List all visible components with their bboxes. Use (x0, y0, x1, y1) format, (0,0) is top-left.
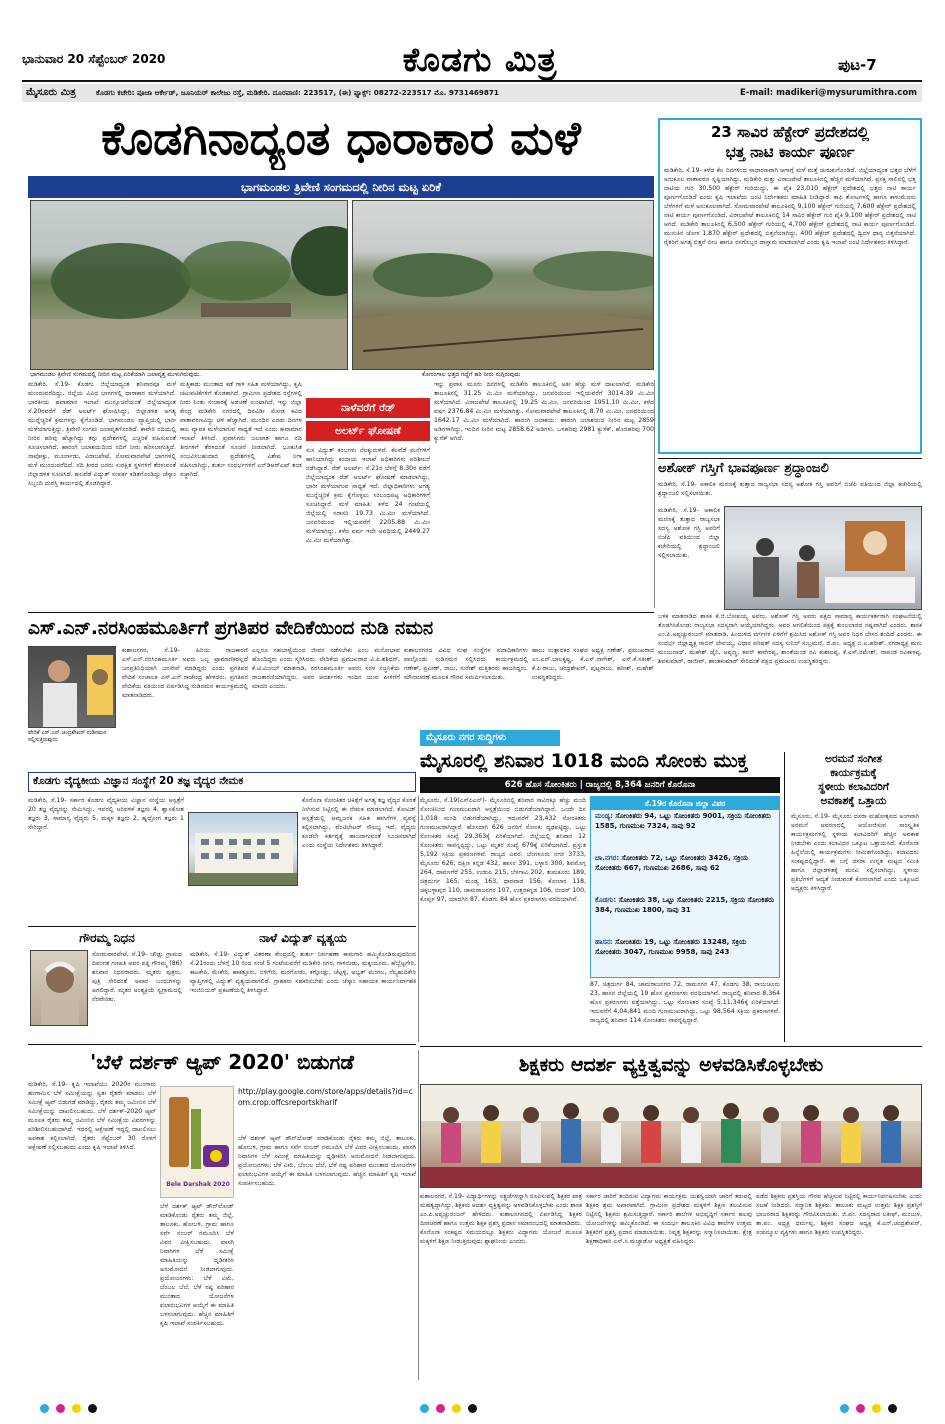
teachers-col1: ಕುಶಾಲನಗರ, ಸೆ.19- ವಿದ್ಯಾರ್ಥಿಗಳನ್ನು ಸತ್ಪ್ರಜೆಗಳನ್ನಾಗಿ ರೂಪಿಸುವಲ್ಲಿ ಶಿಕ್ಷಕರ ಪಾತ್ರ ಮಹತ್ವದ್ದಾಗಿದ್ದು, ಶಿಕ್ಷಕರು ಆದರ್ಶ ವ್ಯಕ್ತಿತ್ವವನ್ನು ಅಳವಡಿಸಿಕೊಳ್ಳಬೇಕು ಎಂದು ಶಾಸಕ ಎಂ.ಪಿ.ಅಪ್ಪಚ್ಚುರಂಜನ್ ಹೇಳಿದರು. ಕುಶಾಲನಗರದಲ್ಲಿ ಏರ್ಪಡಿಸಿದ್ದ ಶಿಕ್ಷಕರ ದಿನಾಚರಣೆ ಹಾಗೂ ಉತ್ತಮ ಶಿಕ್ಷಕ ಪ್ರಶಸ್ತಿ ಪ್ರದಾನ ಸಮಾರಂಭದಲ್ಲಿ ಮಾತನಾಡಿದರು. ಕೊರೊನಾ ಸಂಕಷ್ಟದ ಸಮಯದಲ್ಲೂ ಶಿಕ್ಷಕರು ವಿದ್ಯಾಗಮ ಯೋಜನೆ ಮೂಲಕ ಮಕ್ಕಳಿಗೆ ಶಿಕ್ಷಣ ನೀಡುತ್ತಿರುವುದು ಶ್ಲಾಘನೀಯ ಎಂದರು. (420, 1193, 582, 1245)
newspaper-title: ಕೊಡಗು ಮಿತ್ರ (402, 40, 558, 79)
rice-box (658, 118, 922, 454)
narasimha-col1: ಕುಶಾಲನಗರ, ಸೆ.19- ಹಿರಿಯ ರಾಜಕಾರಣಿ ಎಸ್.ಎನ್.ನರಸಿಂಹಮೂರ್ತಿ ಅವರು ಒಬ್ಬ ಪ್ರಾಮಾಣಿಕರಲ್ಲದೆ ಜನಪ್ರತಿನಿಧಿಯಾಗಿ ಜನಸೇವೆ ಮಾಡಿದ್ದರು ಎಂದು ಪ್ರಗತಿಪರ ವೇದಿಕೆ ಸಂಚಾಲಕ ಎಸ್.ಎನ್.ರಾಜೇಂದ್ರ ಹೇಳಿದರು. ಪ್ರಗತಿಪರ ವೇದಿಕೆಯ ವತಿಯಿಂದ ಏರ್ಪಡಿಸಿದ್ದ ನುಡಿನಮನ ಕಾರ್ಯಕ್ರಮದಲ್ಲಿ ಮಾತನಾಡಿದರು. (122, 647, 248, 699)
covid-box-title: ಸೆ.19ರ ಕೊರೊನಾ ಜಿಲ್ಲಾ ವಿವರ (591, 797, 779, 810)
doctors-left: ಮಡಿಕೇರಿ, ಸೆ.19- ಸರ್ಕಾರ ಕೊಡಗು ವೈದ್ಯಕೀಯ ವಿಜ್ಞಾನ ಸಂಸ್ಥೆಯ ಆಸ್ಪತ್ರೆಗೆ 20 ತಜ್ಞ ವೈದ್ಯರನ್ನು ನೇಮಿಸಿದ್ದು, ಇವರಲ್ಲಿ ಅರಿವಳಿಕೆ ತಜ್ಞರು 4, ಶ್ವಾಸಕೋಶ ತಜ್ಞರು 3, ಸಾಮಾನ್ಯ ವೈದ್ಯರು 5, ಮಕ್ಕಳ ತಜ್ಞರು 2, ಹೃದ್ರೋಗ ತಜ್ಞರು 1 ಸೇರಿದ್ದಾರೆ. (28, 797, 184, 831)
bele-top-rule (28, 1044, 416, 1045)
column-rule (418, 1050, 419, 1380)
narasimha-top-rule (28, 612, 654, 613)
ashok-photo (724, 506, 922, 610)
ashok-body-left: ಮಡಿಕೇರಿ, ಸೆ.19- ಅಕಾಲಿಕ ಮರಣಕ್ಕೆ ತುತ್ತಾದ ರಾಜ್ಯಸಭಾ ಸದಸ್ಯ ಅಶೋಕ ಗಸ್ತಿ ಅವರಿಗೆ ಬಿಜೆಪಿ ವತಿಯಿಂದ ಜಿಲ್ಲಾ ಕಚೇರಿಯಲ್ಲಿ ಶ್ರದ್ಧಾಂಜಲಿ ಸಲ್ಲಿಸಲಾಯಿತು. (658, 507, 720, 559)
bele-col1: ಮಡಿಕೇರಿ, ಸೆ.19- ಕೃಷಿ ಇಲಾಖೆಯು 2020ರ ಮುಂಗಾರು ಹಂಗಾಮಿನ ಬೆಳೆ ಸಮೀಕ್ಷೆಯನ್ನು ಸ್ವತಃ ರೈತರೇ ಮಾಡಲು ಬೆಳೆ ಸಮೀಕ್ಷೆ ಆ್ಯಪ್ ಬಿಡುಗಡೆ ಮಾಡಿದ್ದು, ರೈತರು ತಮ್ಮ ಜಮೀನಿನ ಬೆಳೆ ಸಮೀಕ್ಷೆಯನ್ನು ದಾಖಲಿಸಬಹುದು. ಬೆಳೆ ದರ್ಶಕ್-2020 ಆ್ಯಪ್ ಮೂಲಕ ರೈತರು ತಮ್ಮ ಜಮೀನಿನ ಬೆಳೆ ಸಮೀಕ್ಷೆಯ ವಿವರಗಳನ್ನು ಪರಿಶೀಲಿಸಬಹುದಾಗಿದೆ. ಇದರಲ್ಲಿ ಆಕ್ಷೇಪಣೆ ಇದ್ದಲ್ಲಿ ದಾಖಲಿಸಲು ಅವಕಾಶ ಕಲ್ಪಿಸಲಾಗಿದೆ. ರೈತರು ಸೆಪ್ಟೆಂಬರ್ 30 ರೊಳಗೆ ಆಕ್ಷೇಪಣೆ ಸಲ್ಲಿಸಬಹುದು ಎಂದು ಕೃಷಿ ಇಲಾಖೆ ತಿಳಿಸಿದೆ. (28, 1081, 156, 1151)
registration-dot (888, 1404, 897, 1413)
teachers-headline: ಶಿಕ್ಷಕರು ಆದರ್ಶ ವ್ಯಕ್ತಿತ್ವವನ್ನು ಅಳವಡಿಸಿಕೊಳ್ಳಬೇಕು (518, 1054, 824, 1076)
mysuru-headline: ಮೈಸೂರಲ್ಲಿ ಶನಿವಾರ 1018 ಮಂದಿ ಸೋಂಕು ಮುಕ್ತ (420, 750, 748, 772)
registration-dot (856, 1404, 865, 1413)
covid-item-place: ಚಾ.ನಗರ: (595, 854, 620, 862)
office-address: ಕೊಡಗು ಕಚೇರಿ: ಪೂಜಾ ಆರ್ಕೇಡ್, ಜೂನಿಯರ್ ಕಾಲೇಜು ರಸ್ತೆ, ಮಡಿಕೇರಿ. ದೂರವಾಣಿ: 223517, (ಈ) ಫ್ಯಾಕ್ಸ್: 08272-223517 ಮೊ. 9731469871 (96, 88, 499, 97)
column-rule (654, 380, 655, 608)
issue-date: ಭಾನುವಾರ 20 ಸೆಪ್ಟೆಂಬರ್ 2020 (22, 52, 166, 66)
bele-url[interactable]: http://play.google.com/store/apps/details?id=com.crop.offcsreportskharif (238, 1087, 413, 1107)
power-headline: ನಾಳೆ ವಿದ್ಯುತ್ ವ್ಯತ್ಯಯ (259, 931, 347, 945)
rice-body: ಮಡಿಕೇರಿ, ಸೆ.19- ಕಳೆದ ಕೆಲ ದಿನಗಳಿಂದ ಸಾಧಾರಣವಾಗಿ ಆಗಾಗ್ಗೆ ಮಳೆ ಮತ್ತೆ ಚುರುಕುಗೊಂಡಿದೆ. ಜಿಲ್ಲೆಯಾದ್ಯಂತ ಭತ್ತದ ಬೆಳೆಗೆ ಅನುಕೂಲ ವಾತಾವರಣ ಸೃಷ್ಟಿಯಾಗಿದ್ದು, ಮಡಿಕೇರಿ ಮತ್ತು ವಿರಾಜಪೇಟೆ ತಾಲೂಕಿನಲ್ಲಿ ಹೆಚ್ಚಿನ ಮಳೆಯಾಗಿದೆ. ಪ್ರಸಕ್ತ ಸಾಲಿನಲ್ಲಿ ಭತ್ತ ನಾಟಿಯ ಗುರಿ 30,500 ಹೆಕ್ಟೇರ್ ಗುರಿಯಿದ್ದು, ಈ ಪೈಕಿ 23,010 ಹೆಕ್ಟೇರ್ ಪ್ರದೇಶದಲ್ಲಿ ಭತ್ತದ ನಾಟಿ ಕಾರ್ಯ ಪೂರ್ಣಗೊಂಡಿದೆ ಎಂದು ಕೃಷಿ ಇಲಾಖೆಯ ಜಂಟಿ ನಿರ್ದೇಶಕರು ಮಾಹಿತಿ ನೀಡಿದ್ದಾರೆ. ಕಾಫಿ ತೋಟಗಳಲ್ಲಿ ಹಾಗೂ ಕಾಳುಮೆಣಸು ಬೆಳೆಗಳಿಗೆ ಮಳೆ ಅನುಕೂಲವಾಗಿದೆ. ಸೋಮವಾರಪೇಟೆ ತಾಲೂಕಿನಲ್ಲಿ 9,100 ಹೆಕ್ಟೇರ್ ಗುರಿಯಲ್ಲಿ 7,600 ಹೆಕ್ಟೇರ್ ಪ್ರದೇಶದಲ್ಲಿ ನಾಟಿ ಕಾರ್ಯ ಪೂರ್ಣಗೊಂಡಿದೆ. ವಿರಾಜಪೇಟೆ ತಾಲೂಕಿನಲ್ಲಿ 14 ಸಾವಿರ ಹೆಕ್ಟೇರ್ ಗುರಿ ಪೈಕಿ 9,100 ಹೆಕ್ಟೇರ್ ಪ್ರದೇಶದಲ್ಲಿ ನಾಟಿ ಆಗಿದೆ. ಮಡಿಕೇರಿ ತಾಲೂಕಿನಲ್ಲಿ 6,500 ಹೆಕ್ಟೇರ್ ಗುರಿಯಲ್ಲಿ 4,700 ಹೆಕ್ಟೇರ್ ಪ್ರದೇಶದಲ್ಲಿ ನಾಟಿ ಕಾರ್ಯ ಪೂರ್ಣಗೊಂಡಿದೆ. ಮುಸುಕಿನ ಜೋಳ 1,870 ಹೆಕ್ಟೇರ್ ಪ್ರದೇಶದಲ್ಲಿ ಬಿತ್ತನೆಯಾಗಿದ್ದು, 400 ಹೆಕ್ಟೇರ್ ಪ್ರದೇಶದಲ್ಲಿ ದ್ವಿದಳ ಧಾನ್ಯ ಬಿತ್ತನೆಯಾಗಿದೆ. ರೈತರಿಗೆ ಅಗತ್ಯ ಬಿತ್ತನೆ ಬೀಜ ಹಾಗೂ ರಸಗೊಬ್ಬರ ದಾಸ್ತಾನು ಮಾಡಲಾಗಿದೆ ಎಂದು ಕೃಷಿ ಇಲಾಖೆ ಜಂಟಿ ನಿರ್ದೇಶಕರು ತಿಳಿಸಿದ್ದಾರೆ. (664, 167, 916, 246)
narasimha-col3: ಕುಶಾಲನಗರದ ವಿವಿಧ ಸಂಘ ಸಂಸ್ಥೆಗಳ ಪದಾಧಿಕಾರಿಗಳು ಪಾಲ್ಗೊಂಡು ನುಡಿನಮನ ಸಲ್ಲಿಸಿದರು. ಕಾರ್ಯಕ್ರಮದಲ್ಲಿ ಗಣೇಶ್, ಪ್ರವೀಣ್, ರಾಜು, ಸುರೇಶ್ ಮತ್ತಿತರರು ಹಾಜರಿದ್ದರು. ಮೌನಾಚರಣೆ ಮೂಲಕ ಗೌರವ ಸಮರ್ಪಿಸಲಾಯಿತು. (404, 647, 528, 681)
doctors-building-scene (189, 813, 298, 886)
ashok-top-rule (658, 458, 922, 459)
covid-item (591, 936, 779, 976)
lead-body-col4: ಇನ್ನು ಪ್ರವಾಸ ಮೂರು ದಿನಗಳಲ್ಲಿ ಮಡಿಕೇರಿ ತಾಲೂಕಿನಲ್ಲಿ ಅತೀ ಹೆಚ್ಚು ಮಳೆ ದಾಖಲಾಗಿದೆ. ಮಡಿಕೇರಿ ತಾಲೂಕಿನಲ್ಲಿ 31.25 ಮಿ.ಮೀ ಮಳೆಯಾಗಿದ್ದು, ಜನವರಿಯಿಂದ ಇಲ್ಲಿಯವರೆಗೆ 3014.39 ಮಿ.ಮೀ ಮಳೆಯಾಗಿದೆ. ವಿರಾಜಪೇಟೆ ತಾಲೂಕಿನಲ್ಲಿ 19.25 ಮಿ.ಮೀ, ಜನವರಿಯಿಂದ 1951.10 ಮಿ.ಮೀ, ಕಳೆದ ವರ್ಷ 2376.84 ಮಿ.ಮೀ ಮಳೆಯಾಗಿತ್ತು. ಸೋಮವಾರಪೇಟೆ ತಾಲೂಕಿನಲ್ಲಿ 8.70 ಮಿ.ಮೀ, ಜನವರಿಯಿಂದ 1642.17 ಮಿ.ಮೀ ಮಳೆಯಾಗಿದೆ. ಹಾರಂಗಿ ಜಲಾಶಯ: ಹಾರಂಗಿ ಜಲಾಶಯದ ನೀರಿನ ಮಟ್ಟ 2859 ಅಡಿಗಳಾಗಿದ್ದು, ಇಂದಿನ ನೀರಿನ ಮಟ್ಟ 2858.62 ಅಡಿಗಳು. ಒಳಹರಿವು 2981 ಕ್ಯುಸೆಕ್, ಹೊರಹರಿವು 700 ಕ್ಯುಸೆಕ್ ಆಗಿದೆ. (434, 381, 654, 442)
bele-col2: ಬೆಳೆ ದರ್ಶಕ್ ಆ್ಯಪ್ ಡೌನ್‌ಲೋಡ್ ಮಾಡಿಕೊಂಡು ರೈತರು ತಮ್ಮ ಜಿಲ್ಲೆ, ತಾಲೂಕು, ಹೋಬಳಿ, ಗ್ರಾಮ ಹಾಗೂ ಸರ್ವೆ ನಂಬರ್ ನಮೂದಿಸಿ ಬೆಳೆ ವಿವರ ವೀಕ್ಷಿಸಬಹುದು. ಖಾಸಗಿ ನಿವಾಸಿಗಳ ಬೆಳೆ ಸಮೀಕ್ಷೆ ಮಾಹಿತಿಯನ್ನು ದೃಢೀಕರಿಸಿ ಅನುಮೋದನೆ ನೀಡಲಾಗುವುದು. ಪ್ರಯೋಜನಗಳು: ಬೆಳೆ ವಿಮೆ, ಬೆಂಬಲ ಬೆಲೆ, ಬೆಳೆ ನಷ್ಟ ಪರಿಹಾರ ಮುಂತಾದ ಯೋಜನೆಗಳ ಫಲಾನುಭವಿಗಳ ಆಯ್ಕೆಗೆ ಈ ಮಾಹಿತಿ ಬಳಸಲಾಗುವುದು. ಹೆಚ್ಚಿನ ಮಾಹಿತಿಗೆ ಕೃಷಿ ಇಲಾಖೆ ಸಂಪರ್ಕಿಸಬಹುದು. (238, 1135, 416, 1187)
lead-headline: ಕೊಡಗಿನಾದ್ಯಂತ ಧಾರಾಕಾರ ಮಳೆ (101, 111, 581, 165)
covid-box-foot: 87, ಚಿತ್ರದುರ್ಗ 84, ಚಾಮರಾಜನಗರ 72, ರಾಮನಗರ 47, ಕೊಡಗು 38, ರಾಯಚೂರು 23, ಹಾಸನ ಜಿಲ್ಲೆಯಲ್ಲಿ 19 ಹೊಸ ಪ್ರಕರಣಗಳು ವರದಿಯಾಗಿವೆ. ರಾಜ್ಯದಲ್ಲಿ ಶನಿವಾರ 8,364 ಹೊಸ ಪ್ರಕರಣಗಳು ಪತ್ತೆಯಾಗಿದ್ದು, ಒಟ್ಟು ಸೋಂಕಿತರ ಸಂಖ್ಯೆ 5,11,346ಕ್ಕೆ ಏರಿಕೆಯಾಗಿದೆ. ಇದುವರೆಗೆ 4,04,841 ಮಂದಿ ಗುಣಮುಖರಾಗಿದ್ದು, ಒಟ್ಟು 98,564 ಸಕ್ರಿಯ ಪ್ರಕರಣಗಳಿವೆ. ರಾಜ್ಯದಲ್ಲಿ ಶನಿವಾರ 114 ಸೋಂಕಿತರು ಸಾವನ್ನಪ್ಪಿದ್ದಾರೆ. (590, 981, 780, 1024)
bele-col1b: ಬೆಳೆ ದರ್ಶಕ್ ಆ್ಯಪ್ ಡೌನ್‌ಲೋಡ್ ಮಾಡಿಕೊಂಡು ರೈತರು ತಮ್ಮ ಜಿಲ್ಲೆ, ತಾಲೂಕು, ಹೋಬಳಿ, ಗ್ರಾಮ ಹಾಗೂ ಸರ್ವೆ ನಂಬರ್ ನಮೂದಿಸಿ ಬೆಳೆ ವಿವರ ವೀಕ್ಷಿಸಬಹುದು. ಖಾಸಗಿ ನಿವಾಸಿಗಳ ಬೆಳೆ ಸಮೀಕ್ಷೆ ಮಾಹಿತಿಯನ್ನು ದೃಢೀಕರಿಸಿ ಅನುಮೋದನೆ ನೀಡಲಾಗುವುದು. ಪ್ರಯೋಜನಗಳು: ಬೆಳೆ ವಿಮೆ, ಬೆಂಬಲ ಬೆಲೆ, ಬೆಳೆ ನಷ್ಟ ಪರಿಹಾರ ಮುಂತಾದ ಯೋಜನೆಗಳ ಫಲಾನುಭವಿಗಳ ಆಯ್ಕೆಗೆ ಈ ಮಾಹಿತಿ ಬಳಸಲಾಗುವುದು. ಹೆಚ್ಚಿನ ಮಾಹಿತಿಗೆ ಕೃಷಿ ಇಲಾಖೆ ಸಂಪರ್ಕಿಸಬಹುದು. (160, 1203, 234, 1327)
address-bar (22, 84, 922, 102)
narasimha-col4: ಹಾಲು ಉತ್ಪಾದಕರ ಸಂಘದ ಅಧ್ಯಕ್ಷ ಗಣೇಶ್, ಪ್ರಮುಖರಾದ ಎಂ.ಎನ್.ಬಾಲಕೃಷ್ಣ, ಕೆ.ಎಸ್.ನಾಗೇಶ್, ಎಸ್.ಕೆ.ಸತೀಶ್, ಕೆ.ಪಿ.ರಾಜು, ಚಂದ್ರಶೇಖರ್, ಪುಟ್ಟರಾಜು, ಹರೀಶ್, ಮಹೇಶ್ ಉಪಸ್ಥಿತರಿದ್ದರು. (532, 647, 654, 681)
covid-item-text: ಸೋಂಕಿತರು 19, ಒಟ್ಟು ಸೋಂಕಿತರು 13248, ಸಕ್ರಿಯ ಸೋಂಕಿತರು 3047, ಗುಣಮುಖ 9958, ಸಾವು 243 (595, 938, 747, 956)
covid-item-text: ಸೋಂಕಿತರು 94, ಒಟ್ಟು ಸೋಂಕಿತರು 9001, ಸಕ್ರಿಯ ಸೋಂಕಿತರು 1585, ಗುಣಮುಖ 7324, ಸಾವು 92 (595, 812, 771, 830)
bele-headline: 'ಬೆಳೆ ದರ್ಶಕ್ ಆ್ಯಪ್ 2020' ಬಿಡುಗಡೆ (90, 1050, 354, 1074)
brand-name: ಮೈಸೂರು ಮಿತ್ರ (26, 87, 76, 98)
column-rule (418, 796, 419, 1042)
sangeetha-headline-3: ಸ್ಥಳೀಯ ಕಲಾವಿದರಿಗೆ (818, 781, 889, 793)
lead-caption-left: ಭಾಗಮಂಡಲ ತ್ರಿವೇಣಿ ಸಂಗಮದಲ್ಲಿ ನೀರಿನ ಮಟ್ಟ ಏರಿಕೆಯಾಗಿ ಜಲಾವೃತ್ತ ಮುಳುಗಿರುವುದು. (30, 371, 202, 378)
mysuru-strap-text: ಮೈಸೂರು ನಗರ ಸುದ್ದಿಗಳು (426, 732, 507, 743)
narasimha-photo-scene (29, 647, 116, 728)
red-alert-line1: ನಾಳೆವರೆಗೆ ರೆಡ್ (306, 398, 430, 418)
covid-item (591, 852, 779, 894)
rice-headline-line2: ಭತ್ತ ನಾಟಿ ಕಾರ್ಯ ಪೂರ್ಣ (725, 143, 855, 161)
page-number: ಪುಟ-7 (838, 56, 877, 74)
lead-banner (28, 176, 654, 198)
email: E-mail: madikeri@mysurumithra.com (740, 88, 918, 98)
covid-item (591, 810, 779, 852)
narasimha-col2: ಎಲ್ಲರೂ ಸಹಬಾಳ್ವೆಯಿಂದ ಜೀವನ ನಡೆಸಬೇಕು ಎಂಬ ಮನೋಭಾವ ಹೊಂದಿದ್ದರು ಎಂದು ಸ್ಮರಿಸಿದರು. ವೇದಿಕೆಯ ಪ್ರಮುಖರಾದ ವಿ.ಪಿ.ಶಶಿಧರ್, ಕೆ.ಟಿ.ವಿಜಯ್ ಮಾತನಾಡಿ, ನರಸಿಂಹಮೂರ್ತಿ ಅವರು ಸರಳ ಸಜ್ಜನಿಕೆಯ ರಾಜಕಾರಣಿಯಾಗಿದ್ದರು. ಅವರ ಆದರ್ಶಗಳು ಇಂದಿನ ಯುವ ಪೀಳಿಗೆಗೆ ಮಾದರಿ ಎಂದರು. (252, 647, 400, 690)
doctors-building-photo (188, 812, 298, 886)
lead-banner-text: ಭಾಗಮಂಡಲ ತ್ರಿವೇಣಿ ಸಂಗಮದಲ್ಲಿ ನೀರಿನ ಮಟ್ಟ ಏರಿಕೆ (241, 180, 441, 194)
registration-dot (468, 1404, 477, 1413)
masthead-rule (22, 80, 922, 82)
sangeetha-headline-4: ಅವಕಾಶಕ್ಕೆ ಒತ್ತಾಯ (820, 795, 887, 807)
registration-dot (420, 1404, 429, 1413)
lead-body-col3: ಸುಸ ವಿದ್ಯುತ್ ಕಂಬಗಳು ನೆಲಕ್ಕುರುಳಿವೆ. ಕೆಲವೆಡೆ ಮನೆಗಳಿಗೆ ಹಾನಿಯಾಗಿದ್ದು ಕಂದಾಯ ಇಲಾಖೆ ಅಧಿಕಾರಿಗಳು ಪರಿಶೀಲನೆ ನಡೆಸಿದ್ದಾರೆ. ರೆಡ್ ಅಲರ್ಟ್: ಸೆ.21ರ ಬೆಳಗ್ಗೆ 8.30ರ ವರೆಗೆ ಜಿಲ್ಲೆಯಾದ್ಯಂತ ರೆಡ್ ಅಲರ್ಟ್ ಘೋಷಣೆ ಮಾಡಲಾಗಿದ್ದು, ಭಾರೀ ಮಳೆಯಾಗುವ ಸಾಧ್ಯತೆ ಇದೆ. ಜಿಲ್ಲಾಧಿಕಾರಿಗಳು ಅಗತ್ಯ ಮುನ್ನೆಚ್ಚರಿಕೆ ಕ್ರಮ ಕೈಗೊಳ್ಳಲು ಸಂಬಂಧಪಟ್ಟ ಅಧಿಕಾರಿಗಳಿಗೆ ಸೂಚಿಸಿದ್ದಾರೆ. ಮಳೆ ಮಾಹಿತಿ: ಕಳೆದ 24 ಗಂಟೆಯಲ್ಲಿ ಜಿಲ್ಲೆಯಲ್ಲಿ ಸರಾಸರಿ 19.73 ಮಿ.ಮೀ ಮಳೆಯಾಗಿದೆ. ಜನವರಿಯಿಂದ ಇಲ್ಲಿಯವರೆಗೆ 2205.88 ಮಿ.ಮೀ ಮಳೆಯಾಗಿದ್ದು, ಕಳೆದ ವರ್ಷ ಇದೇ ಅವಧಿಯಲ್ಲಿ 2449.27 ಮಿ.ಮೀ ಮಳೆಯಾಗಿತ್ತು. (306, 447, 430, 544)
teachers-col3: ಪಡೆದ ಶಿಕ್ಷಕರು ಪ್ರಶಸ್ತಿಯ ಗೌರವ ಹೆಚ್ಚಿಸುವ ನಿಟ್ಟಿನಲ್ಲಿ ಕಾರ್ಯನಿರ್ವಹಿಸಬೇಕು ಎಂದು ಸಲಹೆ ನೀಡಿದರು. ಸನ್ಮಾನಿತ ಶಿಕ್ಷಕರು: ತಾಲೂಕು ಮಟ್ಟದ ಉತ್ತಮ ಶಿಕ್ಷಕ ಪ್ರಶಸ್ತಿಗೆ ಭಾಜನರಾದ ಶಿಕ್ಷಕರನ್ನು ಗೌರವಿಸಲಾಯಿತು. ಜಿ.ಪಂ. ಸದಸ್ಯರಾದ ಲತೀಫ್, ಮಂಜುಳ, ತಾ.ಪಂ. ಅಧ್ಯಕ್ಷ ಧರ್ಮಪ್ಪ, ಶಿಕ್ಷಕರ ಸಂಘದ ಅಧ್ಯಕ್ಷ ಕೆ.ಎನ್.ಚಂದ್ರಶೇಖರ್, ಸಂಪನ್ಮೂಲ ವ್ಯಕ್ತಿಗಳು ಹಾಗೂ ಶಿಕ್ಷಕರು ಉಪಸ್ಥಿತರಿದ್ದರು. (756, 1193, 922, 1236)
covid-item-place: ಮಂಡ್ಯ: (595, 812, 613, 820)
covid-item-place: ಕೊಡಗು: (595, 896, 617, 904)
covid-item-text: ಸೋಂಕಿತರು 72, ಒಟ್ಟು ಸೋಂಕಿತರು 3426, ಸಕ್ರಿಯ ಸೋಂಕಿತರು 667, ಗುಣಮುಖ 2686, ಸಾವು 62 (595, 854, 749, 872)
narasimha-photo (28, 646, 116, 728)
registration-dot (872, 1404, 881, 1413)
registration-marks-bottom (0, 1402, 945, 1416)
registration-dot (88, 1404, 97, 1413)
mysuru-subbar-text: 626 ಹೊಸ ಸೋಂಕಿತರು | ರಾಜ್ಯದಲ್ಲಿ 8,364 ಜನರಿಗೆ ಕೊರೊನಾ (504, 780, 696, 790)
covid-item (591, 894, 779, 936)
doctors-headline-bar (28, 772, 416, 792)
registration-dot (56, 1404, 65, 1413)
sangeetha-body: ಮೈಸೂರು, ಸೆ.19- ಮೈಸೂರು ದಸರಾ ಮಹೋತ್ಸವದ ಅಂಗವಾಗಿ ಅರಮನೆ ಆವರಣದಲ್ಲಿ ಆಯೋಜಿಸುವ ಸಾಂಸ್ಕೃತಿಕ ಕಾರ್ಯಕ್ರಮಗಳಲ್ಲಿ ಸ್ಥಳೀಯ ಕಲಾವಿದರಿಗೆ ಹೆಚ್ಚಿನ ಅವಕಾಶ ನೀಡಬೇಕು ಎಂದು ಕಲಾವಿದರ ಒಕ್ಕೂಟ ಒತ್ತಾಯಿಸಿದೆ. ಕೊರೊನಾ ಹಿನ್ನೆಲೆಯಲ್ಲಿ ಕಾರ್ಯಕ್ರಮಗಳು ಸೀಮಿತಗೊಂಡಿದ್ದು, ಕಲಾವಿದರು ಸಂಕಷ್ಟದಲ್ಲಿದ್ದಾರೆ. ಈ ಬಗ್ಗೆ ದಸರಾ ಉನ್ನತ ಮಟ್ಟದ ಸಮಿತಿ ಹಾಗೂ ಜಿಲ್ಲಾಡಳಿತಕ್ಕೆ ಮನವಿ ಸಲ್ಲಿಸಲಾಗಿದ್ದು, ಸ್ಥಳೀಯ ಪ್ರತಿಭೆಗಳಿಗೆ ಆದ್ಯತೆ ನೀಡುವಂತೆ ಕೋರಲಾಗಿದೆ ಎಂದು ಒಕ್ಕೂಟದ ಅಧ್ಯಕ್ಷರು ತಿಳಿಸಿದ್ದಾರೆ. (791, 813, 919, 892)
teachers-col2: ಸರ್ಕಾರ ಜಾರಿಗೆ ತಂದಿರುವ ವಿದ್ಯಾಗಮ ಕಾರ್ಯಕ್ರಮ ಯಶಸ್ವಿಯಾಗಿ ಜಾರಿಗೆ ತರುವಲ್ಲಿ ಶಿಕ್ಷಕರ ಶ್ರಮ ಅಪಾರವಾಗಿದೆ. ಗ್ರಾಮೀಣ ಪ್ರದೇಶದ ಮಕ್ಕಳಿಗೆ ಶಿಕ್ಷಣ ತಲುಪಿಸುವ ನಿಟ್ಟಿನಲ್ಲಿ ಶಿಕ್ಷಕರು ಶ್ರಮಿಸುತ್ತಿದ್ದಾರೆ. ಸರ್ಕಾರಿ ಶಾಲೆಗಳ ಅಭಿವೃದ್ಧಿಗೆ ಸರ್ಕಾರ ಹಲವು ಯೋಜನೆಗಳನ್ನು ಹಮ್ಮಿಕೊಂಡಿದೆ. ಈ ಸಂದರ್ಭ ತಾಲೂಕಿನ ವಿವಿಧ ಶಾಲೆಗಳ ಉತ್ತಮ ಶಿಕ್ಷಕರಿಗೆ ಪ್ರಶಸ್ತಿ ಪ್ರದಾನ ಮಾಡಲಾಯಿತು. ನಿವೃತ್ತ ಶಿಕ್ಷಕರನ್ನು ಸನ್ಮಾನಿಸಲಾಯಿತು. ಕ್ಷೇತ್ರ ಶಿಕ್ಷಣಾಧಿಕಾರಿ ಎಸ್.ಸಿ.ಮಚ್ಚಾಡೋ ಅಧ್ಯಕ್ಷತೆ ವಹಿಸಿದ್ದರು. (586, 1193, 752, 1245)
ashok-headline: ಅಶೋಕ್ ಗಸ್ತಿಗೆ ಭಾವಪೂರ್ಣ ಶ್ರದ್ಧಾಂಜಲಿ (658, 461, 829, 476)
doctors-headline: ಕೊಡಗು ವೈದ್ಯಕೀಯ ವಿಜ್ಞಾನ ಸಂಸ್ಥೆಗೆ 20 ತಜ್ಞ ವೈದ್ಯರ ನೇಮಕ (33, 775, 244, 787)
ashok-intro: ಮಡಿಕೇರಿ, ಸೆ.19- ಅಕಾಲಿಕ ಮರಣಕ್ಕೆ ತುತ್ತಾದ ರಾಜ್ಯಸಭಾ ಸದಸ್ಯ ಅಶೋಕ ಗಸ್ತಿ ಅವರಿಗೆ ಬಿಜೆಪಿ ವತಿಯಿಂದ ಜಿಲ್ಲಾ ಕಚೇರಿಯಲ್ಲಿ ಶ್ರದ್ಧಾಂಜಲಿ ಸಲ್ಲಿಸಲಾಯಿತು. (658, 481, 922, 497)
sangeetha-box (784, 752, 922, 1042)
lead-photo-right (352, 200, 654, 370)
ashok-photo-scene (725, 507, 922, 610)
lead-photo-right-scene (353, 201, 654, 370)
gowramma-photo (30, 950, 88, 1026)
gowramma-headline: ಗೌರಮ್ಮ ನಿಧನ (79, 931, 135, 945)
registration-dot (72, 1404, 81, 1413)
narasimha-headline: ಎಸ್.ಎನ್.ನರಸಿಂಹಮೂರ್ತಿಗೆ ಪ್ರಗತಿಪರ ವೇದಿಕೆಯಿಂದ ನುಡಿ ನಮನ (28, 618, 434, 639)
red-alert-line2: ಅಲರ್ಟ್ ಘೋಷಣೆ (306, 421, 430, 441)
sangeetha-headline-2: ಕಾರ್ಯಕ್ರಮಕ್ಕೆ (830, 767, 877, 779)
lead-photo-left (30, 200, 348, 370)
covid-item-text: ಸೋಂಕಿತರು 38, ಒಟ್ಟು ಸೋಂಕಿತರು 2215, ಸಕ್ರಿಯ ಸೋಂಕಿತರು 384, ಗುಣಮುಖ 1800, ಸಾವು 31 (595, 896, 775, 914)
registration-dot (840, 1404, 849, 1413)
bele-app-graphic (160, 1086, 234, 1198)
registration-dot (40, 1404, 49, 1413)
gowramma-body: ಸೋಮವಾರಪೇಟೆ, ಸೆ.19- ಚೌಡ್ಲು ಗ್ರಾಮದ ದಿವಂಗತ ಗಣಪತಿ ಅವರ ಪತ್ನಿ ಗೌರಮ್ಮ (86) ಶನಿವಾರ ನಿಧನರಾದರು. ಮೃತರು ಪುತ್ರರು, ಪುತ್ರಿ ಸೇರಿದಂತೆ ಅಪಾರ ಬಂಧುಗಳನ್ನು ಅಗಲಿದ್ದಾರೆ. ಮೃತರ ಅಂತ್ಯಕ್ರಿಯೆ ಸ್ವಗ್ರಾಮದಲ್ಲಿ ನೆರವೇರಿತು. (92, 951, 182, 1003)
power-body: ಮಡಿಕೇರಿ, ಸೆ.19- ವಿದ್ಯುತ್ ವಿತರಣಾ ಕೇಂದ್ರದಲ್ಲಿ ತುರ್ತು ನಿರ್ವಹಣಾ ಕಾಮಗಾರಿ ಹಮ್ಮಿಕೊಂಡಿರುವುದರಿಂದ ಸೆ.21ರಂದು ಬೆಳಗ್ಗೆ 10 ರಿಂದ ಸಂಜೆ 5 ಗಂಟೆಯವರೆಗೆ ಮಡಿಕೇರಿ ನಗರ, ಗಾಳಿಬೀಡು, ಮಕ್ಕಂದೂರು, ಹೆಬ್ಬೆಟ್ಟಗೇರಿ, ಕಾಟಕೇರಿ, ಮೇಕೇರಿ, ಹಾಕತ್ತೂರು, ಬಿಳಿಗೇರಿ, ಮರಗೋಡು, ಕಗ್ಗೋಡ್ಲು, ಚೆಟ್ಟಳ್ಳಿ, ಅಭ್ಯತ್ ಮಂಗಲ, ನೆಲ್ಯಹುದಿಕೇರಿ ವ್ಯಾಪ್ತಿಗಳಲ್ಲಿ ವಿದ್ಯುತ್ ವ್ಯತ್ಯಯವಾಗಲಿದೆ. ಗ್ರಾಹಕರು ಸಹಕರಿಸಬೇಕು ಎಂದು ಚೆಸ್ಕಾಂ ಸಹಾಯಕ ಕಾರ್ಯನಿರ್ವಾಹಕ ಇಂಜಿನಿಯರ್ ಪ್ರಕಟಣೆಯಲ್ಲಿ ತಿಳಿಸಿದ್ದಾರೆ. (190, 951, 416, 994)
covid-item-place: ಹಾಸನ: (595, 938, 613, 946)
mysuru-subbar (420, 777, 780, 793)
mysuru-strap (420, 730, 560, 746)
gowramma-photo-scene (31, 951, 88, 1026)
covid-district-box (590, 796, 780, 978)
mysuru-body: ಮೈಸೂರು, ಸೆ.19(ಎಸ್‌ಪಿಎನ್)- ಮೈಸೂರಿನಲ್ಲಿ ಶನಿವಾರ ಸಾವಿರಕ್ಕೂ ಹೆಚ್ಚು ಮಂದಿ ಸೋಂಕಿನಿಂದ ಗುಣಮುಖರಾಗಿ ಆಸ್ಪತ್ರೆಯಿಂದ ಬಿಡುಗಡೆಯಾಗಿದ್ದಾರೆ. ಒಂದೇ ದಿನ 1,018 ಮಂದಿ ಬಿಡುಗಡೆಯಾಗಿದ್ದು, ಇದುವರೆಗೆ 23,432 ಸೋಂಕಿತರು ಗುಣಮುಖರಾಗಿದ್ದಾರೆ. ಹೊಸದಾಗಿ 626 ಜನರಿಗೆ ಸೋಂಕು ದೃಢಪಟ್ಟಿದ್ದು, ಒಟ್ಟು ಸೋಂಕಿತರ ಸಂಖ್ಯೆ 29,363ಕ್ಕೆ ಏರಿಕೆಯಾಗಿದೆ. ಜಿಲ್ಲೆಯಲ್ಲಿ ಶನಿವಾರ 12 ಸೋಂಕಿತರು ಸಾವನ್ನಪ್ಪಿದ್ದು, ಒಟ್ಟು ಮೃತರ ಸಂಖ್ಯೆ 679ಕ್ಕೆ ಏರಿಕೆಯಾಗಿದೆ. ಪ್ರಸ್ತುತ 5,192 ಸಕ್ರಿಯ ಪ್ರಕರಣಗಳಿವೆ. ರಾಜ್ಯದ ವಿವರ: ಬೆಂಗಳೂರು ನಗರ 3733, ಮೈಸೂರು 626, ದಕ್ಷಿಣ ಕನ್ನಡ 432, ಹಾಸನ 391, ಬಳ್ಳಾರಿ 300, ಶಿವಮೊಗ್ಗ 264, ದಾವಣಗೆರೆ 255, ಉಡುಪಿ 215, ಬೆಳಗಾವಿ 202, ತುಮಕೂರು 189, ಚಿತ್ರದುರ್ಗ 165, ಮಂಡ್ಯ 163, ಧಾರವಾಡ 156, ಕೋಲಾರ 118, ಚಿಕ್ಕಬಳ್ಳಾಪುರ 110, ಚಾಮರಾಜನಗರ 107, ಉತ್ತರಕನ್ನಡ 106, ಬೀದರ್ 100, ಕೊಪ್ಪಳ 97, ಯಾದಗಿರಿ 87, ಕೊಡಗು 84 ಹೊಸ ಪ್ರಕರಣಗಳು ವರದಿಯಾಗಿವೆ. (420, 797, 586, 903)
teachers-photo-scene (421, 1085, 922, 1188)
lead-caption-right: ಕೋರಂಗಾಲ ಭತ್ತದ ಗದ್ದೆಗೆ ಹರಿ ನೀರು ನುಗ್ಗಿರುವುದು (422, 371, 521, 378)
bele-app-label: Bele Darshak 2020 (166, 1181, 230, 1188)
red-alert-box (306, 398, 430, 442)
registration-dot (436, 1404, 445, 1413)
teachers-top-rule (420, 1046, 922, 1047)
lead-body-col1: ಮಡಿಕೇರಿ, ಸೆ.19- ಕೊಡಗು ಜಿಲ್ಲೆಯಾದ್ಯಂತ ಶನಿವಾರವೂ ಮಳೆ ಮುಂದುವರೆದಿದ್ದು, ಜಿಲ್ಲೆಯ ವಿವಿಧ ಭಾಗಗಳಲ್ಲಿ ಧಾರಾಕಾರ ಮಳೆಯಾಗಿದೆ. ಭಾರತೀಯ ಹವಾಮಾನ ಇಲಾಖೆ ಮುನ್ಸೂಚನೆಯಂತೆ ಜಿಲ್ಲೆಯಾದ್ಯಂತ ಸೆ.20ರವರೆಗೆ ರೆಡ್ ಅಲರ್ಟ್ ಘೋಷಿಸಿದ್ದು, ಜಿಲ್ಲಾಡಳಿತ ಅಗತ್ಯ ಮುನ್ನೆಚ್ಚರಿಕೆ ಕ್ರಮಗಳನ್ನು ಕೈಗೊಂಡಿದೆ. ಭಾಗಮಂಡಲ ವ್ಯಾಪ್ತಿಯಲ್ಲಿ ಭಾರೀ ಮಳೆಯಾಗುತ್ತಿದ್ದು, ತ್ರಿವೇಣಿ ಸಂಗಮ ಜಲಾವೃತಗೊಂಡಿದೆ. ಕಾವೇರಿ ನದಿಯಲ್ಲಿ ನೀರಿನ ಹರಿವು ಹೆಚ್ಚಾಗಿದ್ದು ತಗ್ಗು ಪ್ರದೇಶಗಳಲ್ಲಿ ಎಚ್ಚರಿಕೆ ವಹಿಸುವಂತೆ ಸೂಚಿಸಲಾಗಿದೆ. ಹಾರಂಗಿ ಜಲಾಶಯದಿಂದ ನದಿಗೆ ನೀರು ಹರಿಸಲಾಗುತ್ತಿದೆ. ನಾಪೋಕ್ಲು, ಮೂರ್ನಾಡು, ವಿರಾಜಪೇಟೆ, ಸೋಮವಾರಪೇಟೆ ಭಾಗಗಳಲ್ಲಿ ಮಳೆ ಮುಂದುವರೆದಿದೆ. ನದಿ ತೀರದ ಜನರು ಸುರಕ್ಷಿತ ಸ್ಥಳಗಳಿಗೆ ತೆರಳುವಂತೆ ಜಿಲ್ಲಾಡಳಿತ ಸೂಚಿಸಿದೆ. ಹಲವೆಡೆ ವಿದ್ಯುತ್ ಸಂಪರ್ಕ ಕಡಿತಗೊಂಡಿದ್ದು ಚೆಸ್ಕಾಂ ಸಿಬ್ಬಂದಿ ದುರಸ್ತಿ ಕಾರ್ಯದಲ್ಲಿ ತೊಡಗಿದ್ದಾರೆ. (28, 381, 176, 487)
doctors-right: ಕೊರೊನಾ ಸೋಂಕಿತರ ಚಿಕಿತ್ಸೆಗೆ ಅಗತ್ಯ ತಜ್ಞ ವೈದ್ಯರ ಕೊರತೆ ನೀಗಿಸುವ ನಿಟ್ಟಿನಲ್ಲಿ ಈ ನೇಮಕ ಮಾಡಲಾಗಿದೆ. ಕೋವಿಡ್ ಆಸ್ಪತ್ರೆಯಲ್ಲಿ ಆಮ್ಲಜನಕ ಸಹಿತ ಹಾಸಿಗೆಗಳ ವ್ಯವಸ್ಥೆ ಕಲ್ಪಿಸಲಾಗಿದ್ದು, ವೆಂಟಿಲೇಟರ್ ಸೌಲಭ್ಯ ಇದೆ. ವೈದ್ಯರು ಕೂಡಲೇ ಕರ್ತವ್ಯಕ್ಕೆ ಹಾಜರಾಗುವಂತೆ ಸೂಚಿಸಲಾಗಿದೆ ಎಂದು ಸಂಸ್ಥೆಯ ನಿರ್ದೇಶಕರು ತಿಳಿಸಿದ್ದಾರೆ. (302, 797, 416, 849)
registration-dot (452, 1404, 461, 1413)
lead-photo-left-scene (31, 201, 348, 370)
narasimha-caption: ವೇದಿಕೆ ಎಸ್.ಎನ್.ಚಂದ್ರಶೇಖರ್ ನುಡಿನಮನ ಸಲ್ಲಿಸುತ್ತಿರುವುದು (28, 730, 107, 743)
lead-body-col2: ಮತ್ತಿಕಾಡು ಮುಂತಾದ ಕಡೆ ಗಾಳಿ ಸಹಿತ ಮಳೆಯಾಗಿದ್ದು, ಕೃಷಿ ಚಟುವಟಿಕೆಗಳಿಗೆ ತೊಡಕಾಗಿದೆ. ಗ್ರಾಮೀಣ ಪ್ರದೇಶದ ರಸ್ತೆಗಳಲ್ಲಿ ನೀರು ನಿಂತು ಸಂಚಾರಕ್ಕೆ ಅಡಚಣೆ ಉಂಟಾಗಿದೆ. ಇನ್ನು ಜಿಲ್ಲಾ ಕೇಂದ್ರ ಮಡಿಕೇರಿ ನಗರದಲ್ಲಿ ದಿನವಿಡೀ ಮೋಡ ಕವಿದ ವಾತಾವರಣವಿದ್ದು ಚಳಿ ಹೆಚ್ಚಾಗಿದೆ. ಮುಂದಿನ ಎರಡು ದಿನಗಳ ಕಾಲ ವ್ಯಾಪಕ ಮಳೆಯಾಗುವ ಸಾಧ್ಯತೆ ಇದೆ ಎಂದು ಹವಾಮಾನ ಇಲಾಖೆ ತಿಳಿಸಿದೆ. ಪ್ರವಾಸಿಗರು ಜಲಪಾತ ಹಾಗೂ ನದಿ ತೀರಗಳಿಗೆ ತೆರಳದಂತೆ ಸೂಚನೆ ನೀಡಲಾಗಿದೆ. ಭೂಕುಸಿತ ಸಂಭವಿಸಬಹುದಾದ ಪ್ರದೇಶಗಳಲ್ಲಿ ವಿಶೇಷ ನಿಗಾ ವಹಿಸಲಾಗಿದ್ದು, ತುರ್ತು ಸಂದರ್ಭಗಳಿಗೆ ಎನ್‌ಡಿಆರ್‌ಎಫ್ ತಂಡ ಸಜ್ಜಾಗಿದೆ. (180, 381, 302, 478)
rice-headline-line1: 23 ಸಾವಿರ ಹೆಕ್ಟೇರ್ ಪ್ರದೇಶದಲ್ಲಿ (710, 123, 870, 141)
teachers-photo (420, 1084, 922, 1188)
sangeetha-headline-1: ಅರಮನೆ ಸಂಗೀತ (825, 753, 882, 765)
ashok-body: ಬಳಿಕ ಮಾತನಾಡಿದ ಶಾಸಕ ಕೆ.ಜಿ.ಬೋಪಯ್ಯ ಅವರು, ಅಶೋಕ್ ಗಸ್ತಿ ಅವರು ಪಕ್ಷದ ಸಾಮಾನ್ಯ ಕಾರ್ಯಕರ್ತರಾಗಿ ಸಂಘಟನೆಯಲ್ಲಿ ತೊಡಗಿಸಿಕೊಂಡು ರಾಜ್ಯಸಭಾ ಸದಸ್ಯರಾಗಿ ಆಯ್ಕೆಯಾಗಿದ್ದರು. ಅವರ ಅಗಲಿಕೆಯಿಂದ ಪಕ್ಷಕ್ಕೆ ತುಂಬಲಾರದ ನಷ್ಟವಾಗಿದೆ ಎಂದರು. ಶಾಸಕ ಎಂ.ಪಿ.ಅಪ್ಪಚ್ಚುರಂಜನ್ ಮಾತನಾಡಿ, ಹಿಂದುಳಿದ ವರ್ಗಗಳ ಏಳಿಗೆಗೆ ಶ್ರಮಿಸಿದ ಅಶೋಕ್ ಗಸ್ತಿ ಅವರ ನಿಧನ ಬೇಸರ ತಂದಿದೆ ಎಂದರು. ಈ ಸಂದರ್ಭ ಜಿಲ್ಲಾಧ್ಯಕ್ಷ ರಾಬಿನ್ ದೇವಯ್ಯ, ವಿಧಾನ ಪರಿಷತ್ ಸದಸ್ಯ ಸುನಿಲ್ ಸುಬ್ರಮಣಿ, ಜಿ.ಪಂ. ಅಧ್ಯಕ್ಷ ಬಿ.ಎ.ಹರೀಶ್, ನಗರಾಧ್ಯಕ್ಷ ಮನು ಮಂಜುನಾಥ್, ಮಹೇಶ್ ಜೈನಿ, ಅಪ್ಪಣ್ಣ, ಕವನ್ ಕಾವೇರಪ್ಪ, ಶಾಂತೆಯಂಡ ರವಿ ಕುಶಾಲಪ್ಪ, ಕೆ.ಎಸ್.ರಮೇಶ್, ನಾಪಂಡ ರವಿಕಾಳಪ್ಪ, ಶಿವಕುಮಾರ್, ರಾಜೀವ್, ಶಾಂತಕುಮಾರ್ ಸೇರಿದಂತೆ ಪಕ್ಷದ ಪ್ರಮುಖರು ಉಪಸ್ಥಿತರಿದ್ದರು. (658, 613, 922, 665)
gowramma-top-rule (28, 926, 416, 927)
